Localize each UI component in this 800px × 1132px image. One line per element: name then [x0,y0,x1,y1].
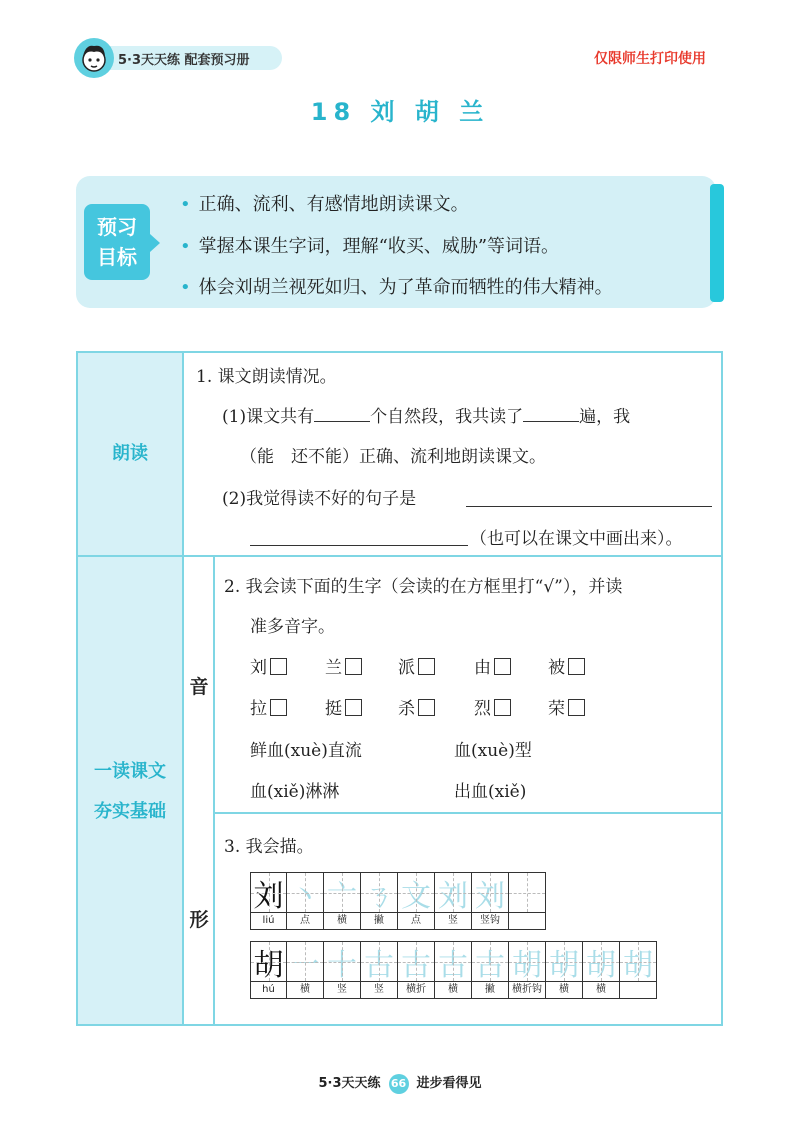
char-item: 烈 [474,694,511,719]
footer-slogan: 进步看得见 [416,1076,482,1091]
series-title: 5·3天天练 配套预习册 [118,53,250,68]
trace-char[interactable]: 文 [398,872,434,913]
polyphone-item: 血(xiě)淋淋 [250,782,340,802]
check-box[interactable] [270,658,287,675]
stroke-label: 横 [546,982,582,999]
trace-char[interactable]: 十 [324,941,360,982]
trace-char[interactable]: 丶 [287,872,323,913]
bullet-icon: • [180,194,191,215]
stroke-grid-hu [250,941,657,999]
check-box[interactable] [568,699,585,716]
char-item: 拉 [250,694,287,719]
question-2-title: 2. 我会读下面的生字（会读的在方框里打“√”），并读 [224,577,623,597]
stroke-label: 横 [435,982,471,999]
hard-sentence-blank[interactable] [466,506,712,507]
grid-cell[interactable] [287,872,324,930]
question-1-note: （也可以在课文中画出来）。 [470,529,683,549]
grid-cell[interactable] [509,941,546,999]
trace-char[interactable]: 刘 [435,872,471,913]
lesson-title: 18 刘 胡 兰 [310,98,490,126]
model-char: 胡 [251,941,286,982]
polyphone-item: 血(xuè)型 [454,741,532,761]
stroke-label [620,982,656,999]
trace-char[interactable]: 胡 [620,941,656,982]
trace-char[interactable]: 古 [472,941,508,982]
check-box[interactable] [418,658,435,675]
trace-char[interactable]: 亠 [324,872,360,913]
trace-char[interactable]: 胡 [509,941,545,982]
polyphone-item: 出血(xiě) [454,782,527,802]
check-box[interactable] [270,699,287,716]
grid-cell[interactable] [435,941,472,999]
basics-label-line1: 一读课文 [94,761,166,782]
trace-char[interactable]: 一 [287,941,323,982]
grid-cell[interactable] [398,941,435,999]
stroke-label: 横折 [398,982,434,999]
stroke-label: 竖 [361,982,397,999]
question-1-part-2: (2)我觉得读不好的句子是 [222,489,417,509]
stroke-label: 横 [583,982,619,999]
grid-cell[interactable] [472,872,509,930]
question-3-title: 3. 我会描。 [224,837,314,857]
goals-badge [84,204,150,280]
grid-cell[interactable] [324,872,361,930]
grid-cell [250,941,287,999]
ability-choice[interactable]: （能 还不能）正确、流利地朗读课文。 [240,447,546,467]
divider [213,812,723,814]
stroke-label: hú [251,982,286,999]
footer-series: 5·3天天练 [318,1076,381,1091]
check-box[interactable] [568,658,585,675]
bullet-icon: • [180,277,191,298]
question-1-title: 1. 课文朗读情况。 [196,367,337,387]
reading-label: 朗读 [112,443,148,464]
hard-sentence-blank-2[interactable] [250,545,468,546]
char-item: 荣 [548,694,585,719]
goals-side-bar [710,184,724,302]
trace-char[interactable]: 刘 [472,872,508,913]
grid-cell[interactable] [287,941,324,999]
grid-cell[interactable] [398,872,435,930]
page-number: 66 [389,1074,409,1094]
goals-badge-line2: 目标 [97,245,137,269]
blank-box[interactable] [509,872,545,913]
grid-cell[interactable] [472,941,509,999]
divider [213,557,215,1026]
stroke-grid-liu [250,872,546,930]
stroke-label: 竖 [435,913,471,930]
stroke-label: 横 [287,982,323,999]
trace-char[interactable]: 古 [361,941,397,982]
char-item: 刘 [250,653,287,678]
stroke-label: 点 [398,913,434,930]
trace-char[interactable]: 古 [435,941,471,982]
check-box[interactable] [345,699,362,716]
stroke-label: 点 [287,913,323,930]
stroke-label: 竖钩 [472,913,508,930]
char-item: 被 [548,653,585,678]
sound-label: 音 [189,676,209,698]
read-times-blank[interactable] [523,421,579,422]
bullet-icon: • [180,236,191,257]
goal-item: • 掌握本课生字词，理解“收买、威胁”等词语。 [180,236,560,257]
stroke-label [509,913,545,930]
grid-cell[interactable] [361,941,398,999]
stroke-label: 撇 [361,913,397,930]
char-item: 派 [398,653,435,678]
divider [76,555,723,557]
grid-cell[interactable] [546,941,583,999]
check-box[interactable] [494,699,511,716]
check-box[interactable] [494,658,511,675]
trace-char[interactable]: 古 [398,941,434,982]
stroke-label: liú [251,913,286,930]
goal-item: • 正确、流利、有感情地朗读课文。 [180,194,469,215]
stroke-label: 竖 [324,982,360,999]
trace-char[interactable]: 胡 [583,941,619,982]
grid-cell[interactable] [361,872,398,930]
char-item: 兰 [325,653,362,678]
grid-cell[interactable] [509,872,546,930]
grid-cell [250,872,287,930]
check-box[interactable] [418,699,435,716]
mascot-logo-icon [74,38,114,78]
stroke-label: 横 [324,913,360,930]
char-item: 杀 [398,694,435,719]
grid-cell[interactable] [324,941,361,999]
grid-cell[interactable] [435,872,472,930]
model-char: 刘 [251,872,286,913]
goal-item: • 体会刘胡兰视死如归、为了革命而牺牲的伟大精神。 [180,277,613,298]
grid-cell[interactable] [620,941,657,999]
stroke-label: 撇 [472,982,508,999]
char-item: 挺 [325,694,362,719]
check-box[interactable] [345,658,362,675]
grid-cell[interactable] [583,941,620,999]
print-notice: 仅限师生打印使用 [594,51,706,67]
question-2-title-cont: 准多音字。 [250,617,335,637]
char-item: 由 [474,653,511,678]
polyphone-item: 鲜血(xuè)直流 [250,741,362,761]
question-1-part-1: (1)课文共有 个自然段，我共读了 遍，我 [222,407,631,427]
trace-char[interactable]: ㄋ [361,872,397,913]
stroke-label: 横折钩 [509,982,545,999]
trace-char[interactable]: 胡 [546,941,582,982]
paragraph-count-blank[interactable] [314,421,370,422]
basics-label-line2: 夯实基础 [94,801,166,822]
goals-badge-line1: 预习 [97,215,137,239]
shape-label: 形 [189,909,209,931]
page-footer [0,1072,800,1094]
